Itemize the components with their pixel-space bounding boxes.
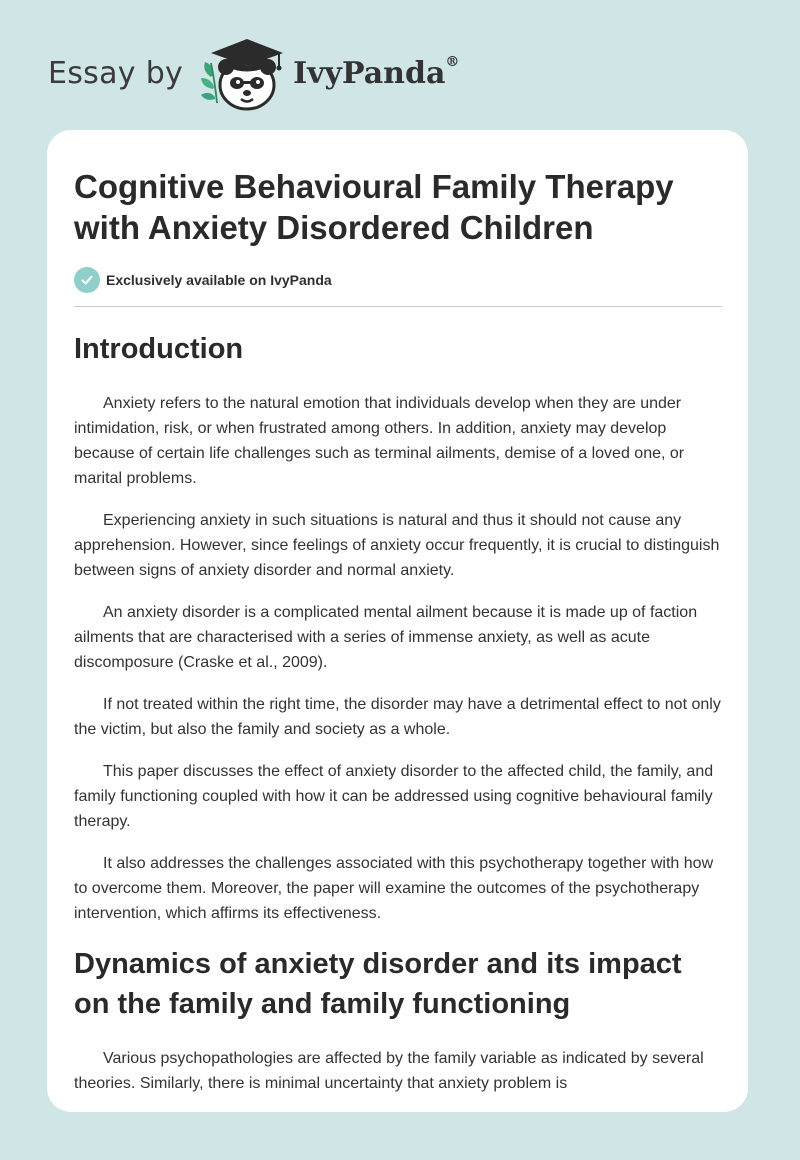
section-heading-introduction: Introduction [74, 333, 244, 365]
exclusive-badge [74, 266, 722, 294]
paragraph: This paper discusses the effect of anxiety disorder to the affected child, the family, and family functioning coupled with how it can be addressed using cognitive behavioural family therapy. [74, 763, 714, 830]
paragraph: If not treated within the right time, the disorder may have a detrimental effect to not only the victim, but also the family and society as a whole. [74, 696, 721, 738]
divider [74, 306, 722, 307]
page-title: Cognitive Behavioural Family Therapy with Anxiety Disordered Children [74, 168, 674, 246]
logo-name: IvyPanda [293, 55, 446, 91]
paragraph: An anxiety disorder is a complicated mental ailment because it is made up of faction ailments that are characterised with a series of immense anxiety, as well as acute discomposure (Craske et al., 2009). [74, 604, 698, 671]
essay-card [47, 130, 748, 1112]
paragraph: Anxiety refers to the natural emotion that individuals develop when they are under intimidation, risk, or when frustrated among others. In addition, anxiety may develop because of certain life challenges such as terminal ailments, demise of a loved one, or marital problems. [74, 395, 685, 487]
panda-graduation-cap-icon [197, 33, 289, 113]
paragraph: Various psychopathologies are affected by the family variable as indicated by several theories. Similarly, there is minimal uncertainty that anxiety problem is [74, 1050, 704, 1092]
ivypanda-logo-text [293, 53, 460, 91]
brand-header [48, 30, 459, 116]
section-heading-dynamics: Dynamics of anxiety disorder and its impact on the family and family functioning [74, 948, 682, 1020]
paragraph: Experiencing anxiety in such situations is natural and thus it should not cause any apprehension. However, since feelings of anxiety occur frequently, it is crucial to distinguish between signs of anxiety disorder and normal anxiety. [74, 512, 720, 579]
check-circle-icon [74, 267, 100, 293]
registered-mark: ® [445, 53, 460, 70]
exclusive-label: Exclusively available on IvyPanda [106, 272, 332, 288]
essay-by-label: Essay by [48, 55, 184, 91]
paragraph: It also addresses the challenges associated with this psychotherapy together with how to overcome them. Moreover, the paper will examine the outcomes of the psychotherapy intervention, which affirms its effectiveness. [74, 855, 714, 922]
